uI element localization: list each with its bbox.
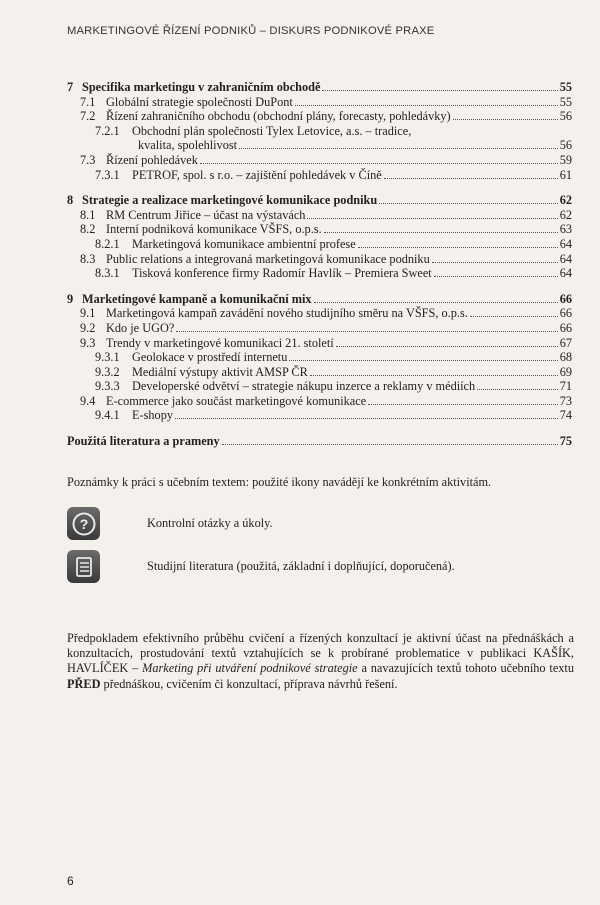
toc-entry-8-1[interactable]: 8.1 RM Centrum Jiřice – účast na výstavách 62 xyxy=(80,207,572,222)
toc-entry-9-4-1[interactable]: 9.4.1 E-shopy 74 xyxy=(95,408,572,423)
toc-entry-9-3-2[interactable]: 9.3.2 Mediální výstupy aktivit AMSP ČR 69 xyxy=(95,364,572,379)
instruction-paragraph: Předpokladem efektivního průběhu cvičení a řízených konzultací je aktivní účast na přednáškách a konzultacích, prostudování textů vztahujících se k probírané problematice v publikaci KAŠÍK, HAVLÍČEK – Marketing při utváření podnikové strategie a navazujících textů tohoto učebního textu PŘED přednáškou, cvičením či konzultací, příprava návrhů řešení. xyxy=(67,631,574,691)
toc-entry-8-2[interactable]: 8.2 Interní podniková komunikace VŠFS, o.p.s. 63 xyxy=(80,222,572,237)
books-icon xyxy=(67,550,100,583)
running-header: MARKETINGOVÉ ŘÍZENÍ PODNIKŮ – DISKURS PODNIKOVÉ PRAXE xyxy=(67,25,435,37)
toc-entry-8-3-1[interactable]: 8.3.1 Tisková konference firmy Radomír Havlík – Premiera Sweet 64 xyxy=(95,266,572,281)
question-icon xyxy=(67,507,100,540)
legend-label-literature: Studijní literatura (použitá, základní i doplňující, doporučená). xyxy=(147,559,455,573)
toc-entry-8-3[interactable]: 8.3 Public relations a integrovaná marketingová komunikace podniku 64 xyxy=(80,251,572,266)
page-number: 6 xyxy=(67,874,74,888)
toc-literature[interactable]: Použitá literatura a prameny 75 xyxy=(67,434,572,449)
legend-item-questions xyxy=(67,507,273,540)
toc-entry-9-4[interactable]: 9.4 E-commerce jako součást marketingové komunikace 73 xyxy=(80,393,572,408)
toc-entry-7-3[interactable]: 7.3 Řízení pohledávek 59 xyxy=(80,152,572,167)
toc-entry-7-2-1[interactable]: 7.2.1 Obchodní plán společnosti Tylex Letovice, a.s. – tradice, xyxy=(95,123,412,138)
toc-entry-9-3-3[interactable]: 9.3.3 Developerské odvětví – strategie nákupu inzerce a reklamy v médiích 71 xyxy=(95,379,572,394)
toc-entry-7-1[interactable]: 7.1 Globální strategie společnosti DuPont 55 xyxy=(80,94,572,109)
toc-chapter-8[interactable]: 8 Strategie a realizace marketingové komunikace podniku 62 xyxy=(67,193,572,208)
toc-entry-9-3[interactable]: 9.3 Trendy v marketingové komunikaci 21. století 67 xyxy=(80,335,572,350)
svg-text:?: ? xyxy=(79,515,88,532)
toc-entry-7-2[interactable]: 7.2 Řízení zahraničního obchodu (obchodní plány, forecasty, pohledávky) 56 xyxy=(80,109,572,124)
icon-notes-intro: Poznámky k práci s učebním textem: použité ikony navádějí ke konkrétním aktivitám. xyxy=(67,475,492,489)
toc-entry-7-2-1-continued[interactable]: kvalita, spolehlivost 56 xyxy=(138,138,572,153)
toc-entry-9-3-1[interactable]: 9.3.1 Geolokace v prostředí internetu 68 xyxy=(95,350,572,365)
legend-item-literature xyxy=(67,550,455,583)
toc-entry-9-1[interactable]: 9.1 Marketingová kampaň zavádění nového studijního směru na VŠFS, o.p.s. 66 xyxy=(80,306,572,321)
toc-chapter-7[interactable]: 7 Specifika marketingu v zahraničním obchodě 55 xyxy=(67,80,572,94)
toc-chapter-9[interactable]: 9 Marketingové kampaně a komunikační mix 66 xyxy=(67,291,572,306)
toc-entry-9-2[interactable]: 9.2 Kdo je UGO? 66 xyxy=(80,320,572,335)
legend-label-questions: Kontrolní otázky a úkoly. xyxy=(147,516,273,530)
toc-entry-8-2-1[interactable]: 8.2.1 Marketingová komunikace ambientní profese 64 xyxy=(95,236,572,251)
table-of-contents xyxy=(67,80,572,449)
toc-entry-7-3-1[interactable]: 7.3.1 PETROF, spol. s r.o. – zajištění pohledávek v Číně 61 xyxy=(95,167,572,182)
